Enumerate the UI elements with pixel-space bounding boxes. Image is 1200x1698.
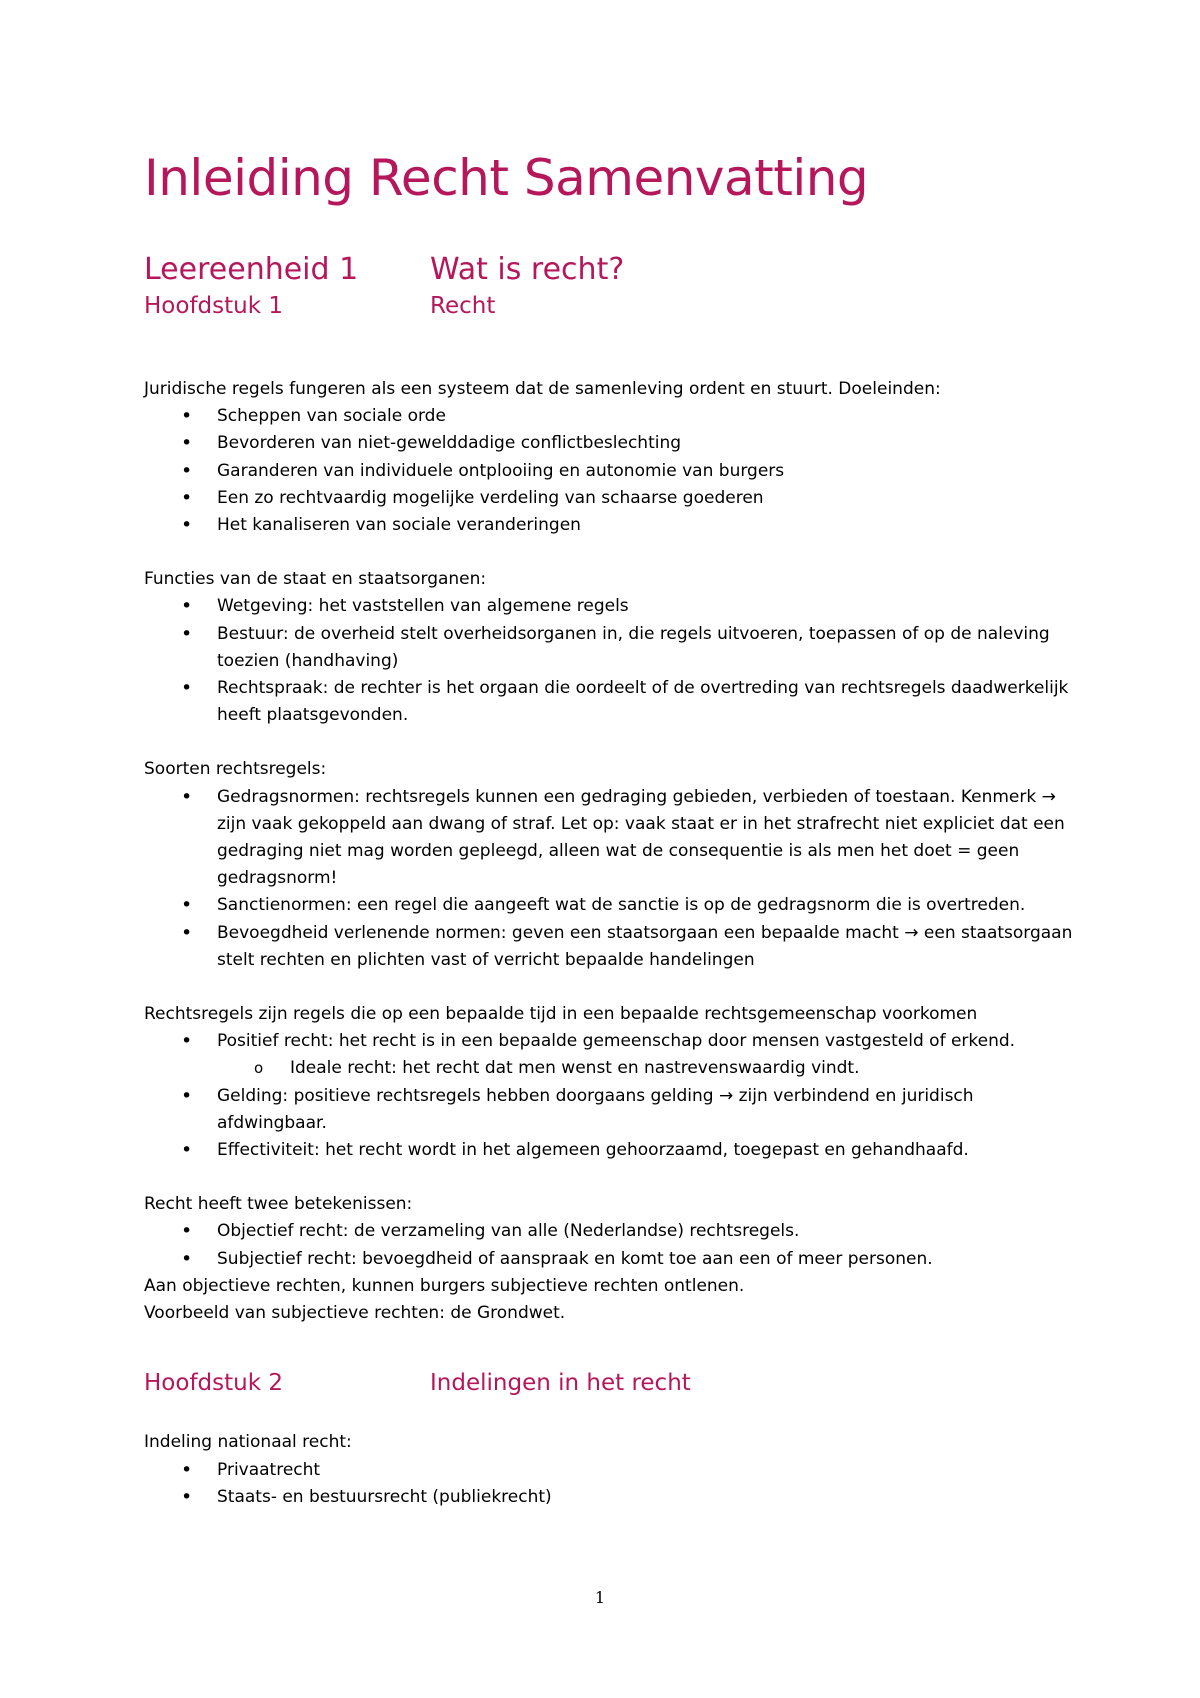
paragraph: Juridische regels fungeren als een systeem dat de samenleving ordent en stuurt. Doeleinden: [144,379,941,399]
bullet-list [144,403,1080,539]
list-item: • Effectiviteit: het recht wordt in het algemeen gehoorzaamd, toegepast en gehandhaafd. [144,1137,1080,1164]
list-item: • Rechtspraak: de rechter is het orgaan die oordeelt of de overtreding van rechtsregels daadwerkelijk heeft plaatsgevonden. [144,675,1080,729]
sub-list-item: o Ideale recht: het recht dat men wenst en nastrevenswaardig vindt. [144,1055,1080,1082]
bullet-list [144,1218,1080,1272]
list-item: • Garanderen van individuele ontplooiing en autonomie van burgers [144,458,1080,485]
paragraph: Recht heeft twee betekenissen: [144,1194,413,1215]
unit-heading [144,250,1080,290]
list-item: • Bestuur: de overheid stelt overheidsorganen in, die regels uitvoeren, toepassen of op de naleving toezien (handhaving) [144,621,1080,675]
paragraph: Indeling nationaal recht: [144,1432,352,1453]
chapter-1-label: Hoofdstuk 1 [144,293,283,319]
paragraph: Aan objectieve rechten, kunnen burgers subjectieve rechten ontlenen. [144,1275,745,1296]
list-item: • Staats- en bestuursrecht (publiekrecht) [144,1484,1080,1511]
paragraph: Voorbeeld van subjectieve rechten: de Grondwet. [144,1303,566,1324]
list-item: • Bevorderen van niet-gewelddadige conflictbeslechting [144,430,1080,457]
list-item: • Sanctienormen: een regel die aangeeft wat de sanctie is op de gedragsnorm die is overtreden. [144,892,1080,919]
list-item: • Bevoegdheid verlenende normen: geven een staatsorgaan een bepaalde macht → een staatsorgaan stelt rechten en plichten vast of verricht bepaalde handelingen [144,920,1080,974]
unit-name: Wat is recht? [430,252,625,287]
bullet-list [144,1457,1080,1511]
list-item: • Een zo rechtvaardig mogelijke verdeling van schaarse goederen [144,485,1080,512]
list-item: • Gelding: positieve rechtsregels hebben doorgaans gelding → zijn verbindend en juridisch afdwingbaar. [144,1083,1080,1137]
sub-list [217,1055,1080,1082]
unit-label: Leereenheid 1 [144,252,359,287]
list-item-text: Positief recht: het recht is in een bepaalde gemeenschap door mensen vastgesteld of erkend. [217,1031,1016,1052]
list-item: • Wetgeving: het vaststellen van algemene regels [144,593,1080,620]
list-item: • Scheppen van sociale orde [144,403,1080,430]
paragraph: Rechtsregels zijn regels die op een bepaalde tijd in een bepaalde rechtsgemeenschap voorkomen [144,1004,978,1025]
document-title: Inleiding Recht Samenvatting [144,149,869,207]
list-item: • Subjectief recht: bevoegdheid of aanspraak en komt toe aan een of meer personen. [144,1246,1080,1273]
list-item: • Objectief recht: de verzameling van alle (Nederlandse) rechtsregels. [144,1218,1080,1245]
chapter-1-heading [144,290,1080,322]
list-item [144,1028,1080,1082]
paragraph: Soorten rechtsregels: [144,759,327,780]
list-item: • Gedragsnormen: rechtsregels kunnen een gedraging gebieden, verbieden of toestaan. Kenmerk → zijn vaak gekoppeld aan dwang of straf. Let op: vaak staat er in het strafrecht niet expliciet dat een gedraging niet mag worden gepleegd, alleen wat de consequentie is als men het doet = geen gedragsnorm! [144,784,1080,893]
bullet-list [144,593,1080,729]
chapter-2-label: Hoofdstuk 2 [144,1370,283,1397]
bullet-list [144,784,1080,974]
page-number: 1 [594,1588,606,1607]
bullet-list [144,1028,1080,1164]
list-item: • Privaatrecht [144,1457,1080,1484]
paragraph: Functies van de staat en staatsorganen: [144,569,487,590]
chapter-2-name: Indelingen in het recht [430,1370,691,1397]
chapter-1-name: Recht [430,293,496,319]
chapter-2-heading [144,1367,1080,1399]
list-item: • Het kanaliseren van sociale veranderingen [144,512,1080,539]
